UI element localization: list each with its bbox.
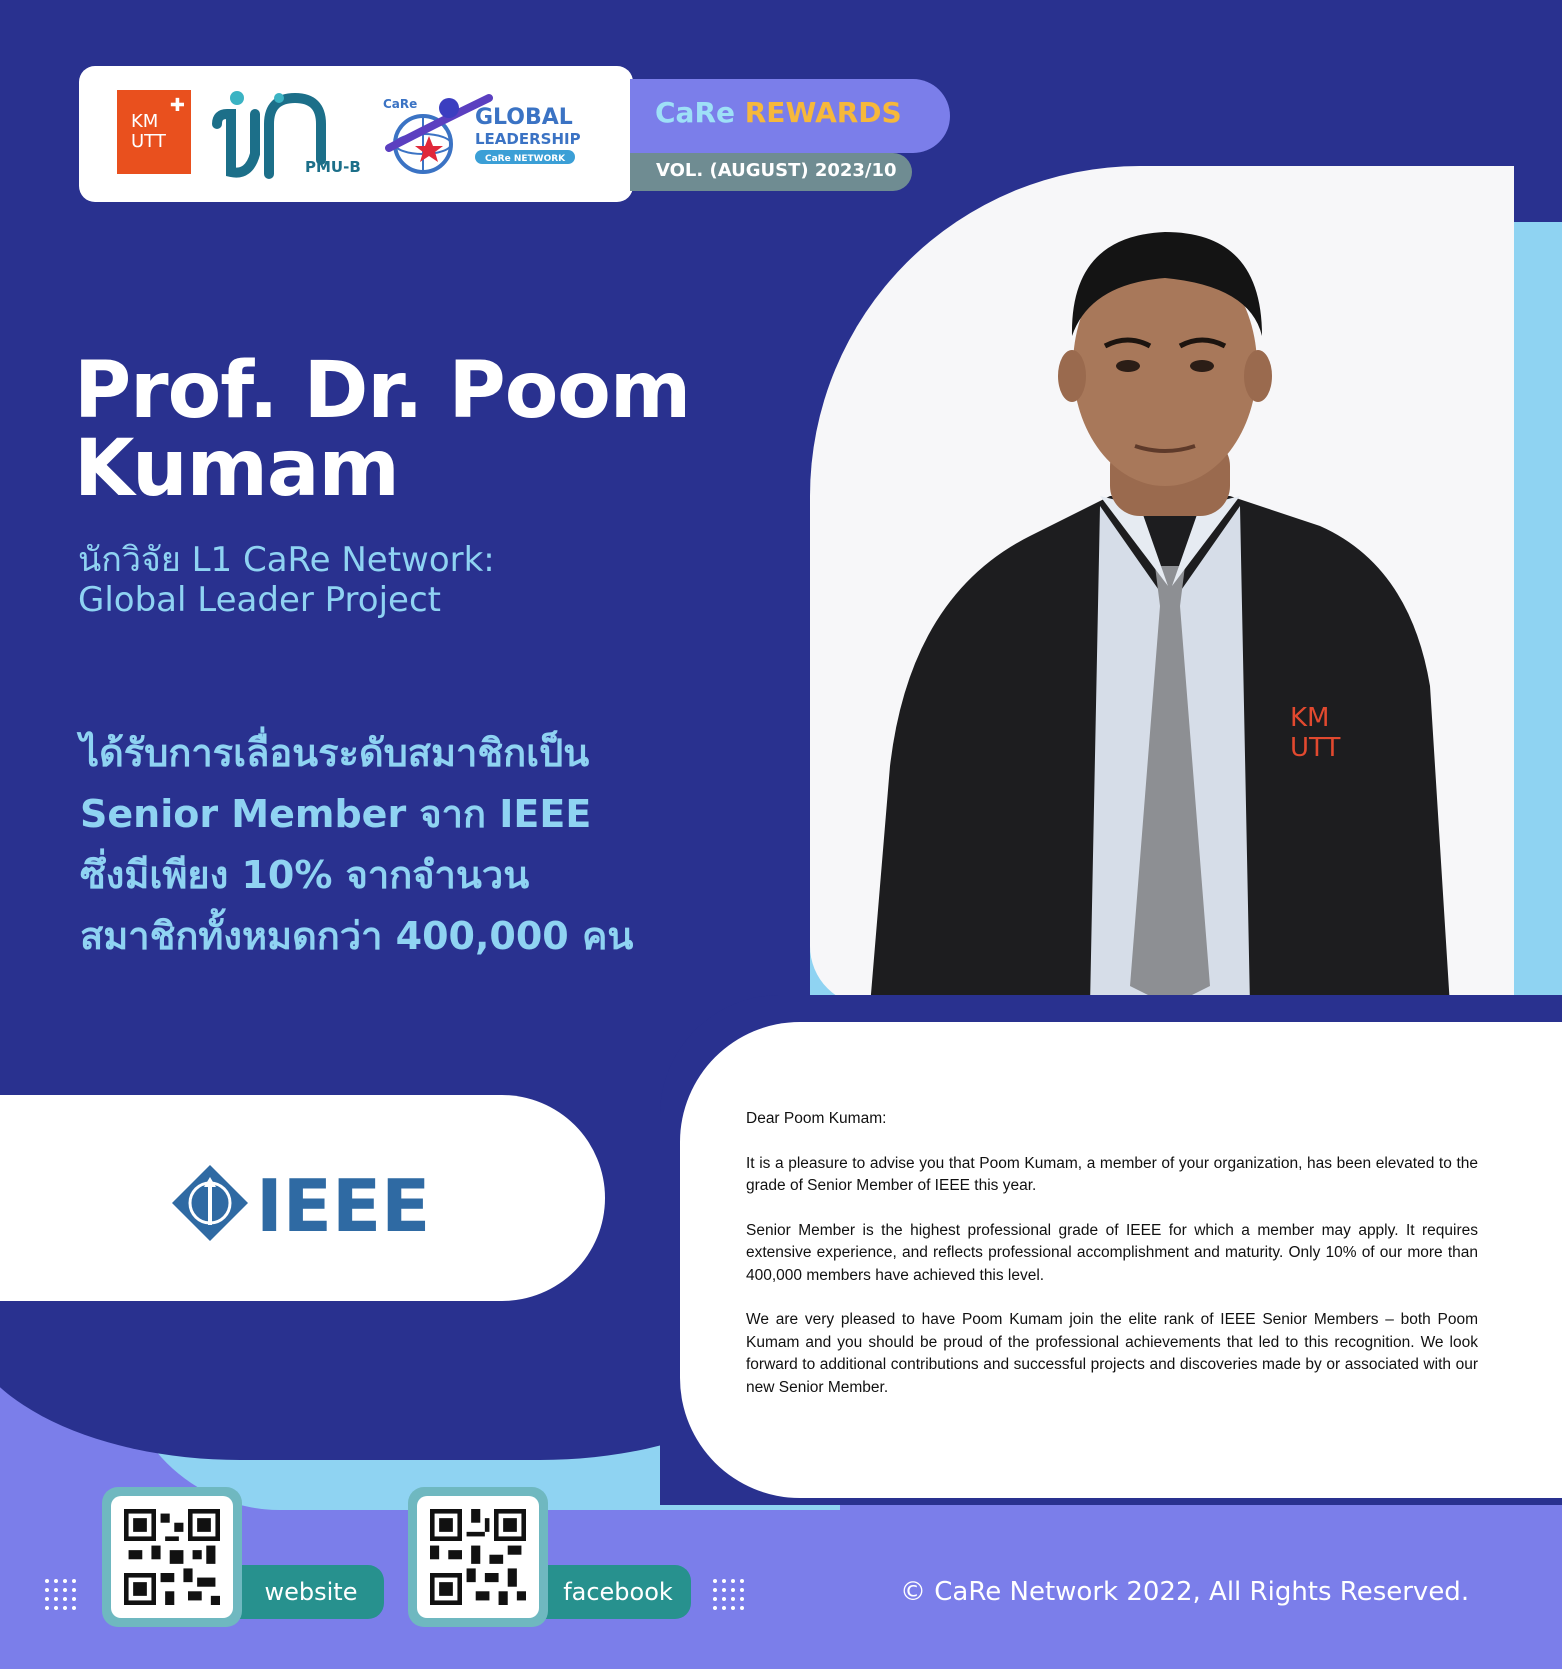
dot-grid-icon xyxy=(44,1578,80,1614)
rewards-label xyxy=(655,96,902,129)
desc-line: ได้รับการเลื่อนระดับสมาชิกเป็น xyxy=(80,731,590,775)
jacket-logo-top: KM xyxy=(1290,703,1330,733)
letter-paragraph: It is a pleasure to advise you that Poom Kumam, a member of your organization, has been elevated to the grade of Senior Member of IEEE this year. xyxy=(746,1154,1478,1194)
plus-icon: ✚ xyxy=(169,95,185,116)
person-name xyxy=(74,346,714,514)
website-qr-code[interactable] xyxy=(102,1487,242,1627)
photo-frame xyxy=(810,166,1514,1006)
achievement-description xyxy=(80,723,720,967)
qr-code-icon xyxy=(124,1509,220,1605)
portrait-photo xyxy=(810,166,1514,1006)
subtitle-line2: Global Leader Project xyxy=(78,580,441,620)
copyright-notice: © CaRe Network 2022, All Rights Reserved. xyxy=(900,1577,1470,1607)
ieee-logo-text: IEEE xyxy=(256,1164,431,1248)
person-name-line1: Prof. Dr. Poom xyxy=(74,346,691,436)
facebook-button[interactable]: facebook xyxy=(545,1565,691,1619)
gl-global-text: GLOBAL xyxy=(475,105,573,130)
kmutt-logo-bottom: UTT xyxy=(131,131,166,152)
rewards-text: REWARDS xyxy=(744,96,902,129)
pmu-logo-text: PMU-B xyxy=(305,158,361,176)
logo-card xyxy=(79,66,633,202)
ieee-letter xyxy=(746,1108,1478,1421)
kmutt-logo-top: KM xyxy=(131,111,159,132)
gl-leadership-text: LEADERSHIP xyxy=(475,130,581,148)
gl-network-text: CaRe NETWORK xyxy=(485,154,566,164)
kmutt-logo xyxy=(117,90,191,174)
desc-line: สมาชิกทั้งหมดกว่า 400,000 คน xyxy=(80,914,634,958)
desc-line: ซึ่งมีเพียง 10% จากจำนวน xyxy=(80,853,530,897)
subtitle-line1: นักวิจัย L1 CaRe Network: xyxy=(78,540,495,580)
person-name-line2: Kumam xyxy=(74,424,399,514)
letter-paragraph: Senior Member is the highest professional grade of IEEE for which a member may apply. It requires extensive experience, and reflects professional accomplishment and maturity. Only 10% of our more than 400,000 members have achieved this level. xyxy=(746,1221,1478,1284)
desc-line: Senior Member จาก IEEE xyxy=(80,792,592,836)
website-button[interactable]: website xyxy=(238,1565,384,1619)
jacket-logo-bottom: UTT xyxy=(1290,733,1341,763)
person-subtitle xyxy=(78,540,638,620)
letter-paragraph: We are very pleased to have Poom Kumam join the elite rank of IEEE Senior Members – both Poom Kumam and you should be proud of the professional achievements that led to this recognition. We look forward to additional contributions and successful projects and discoveries made by or associated with our new Senior Member. xyxy=(746,1311,1478,1396)
volume-label: VOL. (AUGUST) 2023/10 xyxy=(656,160,897,181)
letter-greeting: Dear Poom Kumam: xyxy=(746,1110,887,1127)
rewards-care-text: CaRe xyxy=(655,96,735,129)
facebook-qr-code[interactable] xyxy=(408,1487,548,1627)
qr-code-icon xyxy=(430,1509,526,1605)
global-leadership-logo xyxy=(379,92,599,178)
pmu-logo xyxy=(209,84,361,184)
dot-grid-icon xyxy=(712,1578,748,1614)
ieee-logo xyxy=(170,1163,440,1248)
gl-care-text: CaRe xyxy=(383,97,418,111)
